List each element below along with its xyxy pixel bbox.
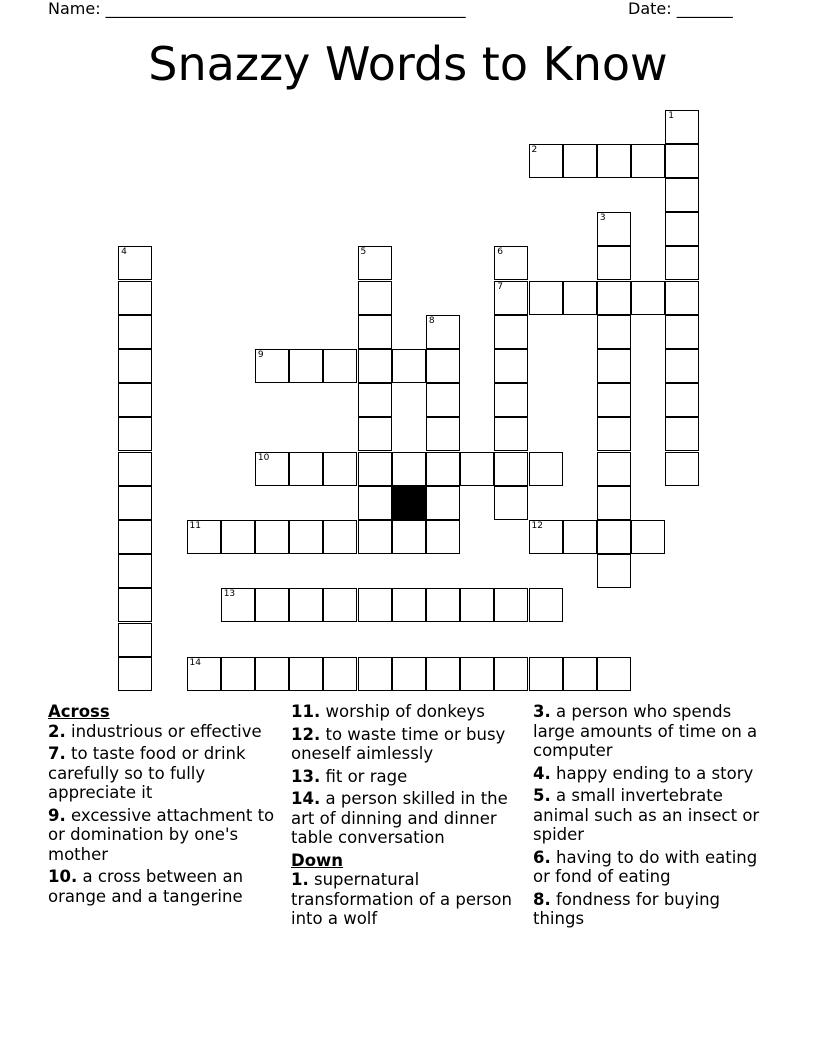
- grid-cell[interactable]: [460, 588, 494, 622]
- down-heading: Down: [291, 850, 344, 870]
- grid-cell-5[interactable]: [358, 246, 392, 280]
- clue-number: 9.: [48, 805, 66, 825]
- grid-cell[interactable]: [597, 315, 631, 349]
- grid-cell[interactable]: [392, 349, 426, 383]
- grid-cell[interactable]: [597, 383, 631, 417]
- down-clue-1: [291, 870, 526, 929]
- grid-cell[interactable]: [358, 486, 392, 520]
- grid-cell[interactable]: [631, 281, 665, 315]
- grid-cell[interactable]: [665, 315, 699, 349]
- grid-cell-9[interactable]: [255, 349, 289, 383]
- clue-number: 13.: [291, 766, 321, 786]
- clue-text: to waste time or busy oneself aimlessly: [291, 724, 506, 763]
- cell-number: 12: [531, 521, 543, 531]
- grid-cell[interactable]: [494, 588, 528, 622]
- across-clue-10: [48, 867, 283, 906]
- grid-cell[interactable]: [494, 486, 528, 520]
- grid-cell[interactable]: [597, 349, 631, 383]
- grid-cell[interactable]: [426, 657, 460, 691]
- clue-text: a small invertebrate animal such as an insect or spider: [533, 786, 760, 844]
- grid-cell[interactable]: [358, 349, 392, 383]
- grid-cell[interactable]: [118, 417, 152, 451]
- clue-number: 14.: [291, 789, 321, 808]
- grid-cell[interactable]: [597, 520, 631, 554]
- grid-cell[interactable]: [494, 383, 528, 417]
- clue-number: 7.: [48, 744, 66, 763]
- grid-cell[interactable]: [358, 383, 392, 417]
- clue-text: supernatural transformation of a person into a wolf: [291, 870, 512, 928]
- cell-number: 5: [360, 247, 367, 258]
- grid-cell[interactable]: [665, 383, 699, 417]
- grid-cell[interactable]: [665, 144, 699, 178]
- grid-cell[interactable]: [529, 452, 563, 486]
- grid-cell[interactable]: [289, 588, 323, 622]
- grid-cell[interactable]: [426, 383, 460, 417]
- clue-number: 6.: [533, 847, 551, 867]
- grid-cell[interactable]: [597, 657, 631, 691]
- date-field-label[interactable]: Date: _______: [628, 0, 733, 18]
- grid-cell[interactable]: [426, 520, 460, 554]
- clue-text: to taste food or drink carefully so to fully appreciate it: [48, 744, 246, 802]
- grid-cell[interactable]: [255, 520, 289, 554]
- grid-cell[interactable]: [460, 657, 494, 691]
- grid-cell-2[interactable]: [529, 144, 563, 178]
- clue-number: 1.: [291, 870, 309, 889]
- clue-number: 12.: [291, 724, 321, 744]
- grid-cell[interactable]: [118, 383, 152, 417]
- clue-number: 3.: [533, 702, 551, 721]
- clue-text: worship of donkeys: [325, 702, 485, 721]
- grid-cell[interactable]: [323, 520, 357, 554]
- cell-number: 9: [257, 350, 264, 360]
- grid-cell[interactable]: [392, 657, 426, 691]
- grid-cell[interactable]: [118, 623, 152, 657]
- grid-cell[interactable]: [665, 246, 699, 280]
- cell-number: 3: [599, 213, 606, 224]
- grid-cell[interactable]: [221, 520, 255, 554]
- clue-number: 2.: [48, 721, 66, 741]
- grid-cell-3[interactable]: [597, 212, 631, 246]
- grid-cell[interactable]: [323, 349, 357, 383]
- grid-cell-8[interactable]: [426, 315, 460, 349]
- grid-cell[interactable]: [358, 417, 392, 451]
- grid-cell[interactable]: [529, 281, 563, 315]
- grid-cell[interactable]: [289, 349, 323, 383]
- grid-cell-6[interactable]: [494, 246, 528, 280]
- grid-cell[interactable]: [358, 588, 392, 622]
- clue-number: 5.: [533, 786, 551, 805]
- grid-cell[interactable]: [426, 588, 460, 622]
- clues-column-1: [48, 702, 283, 909]
- grid-cell[interactable]: [118, 554, 152, 588]
- grid-cell-14[interactable]: [187, 657, 221, 691]
- down-clue-6: [533, 848, 768, 887]
- down-clue-5: [533, 786, 768, 845]
- grid-cell[interactable]: [665, 212, 699, 246]
- grid-cell-1[interactable]: [665, 110, 699, 144]
- grid-cell[interactable]: [323, 657, 357, 691]
- grid-cell[interactable]: [358, 281, 392, 315]
- grid-cell[interactable]: [118, 657, 152, 691]
- grid-cell[interactable]: [358, 452, 392, 486]
- grid-cell[interactable]: [665, 349, 699, 383]
- across-heading: Across: [48, 702, 110, 721]
- clue-number: 8.: [533, 889, 551, 909]
- grid-cell[interactable]: [529, 657, 563, 691]
- cell-number: 13: [223, 589, 236, 600]
- grid-cell[interactable]: [323, 452, 357, 486]
- clue-text: fondness for buying things: [533, 889, 721, 928]
- clue-text: industrious or effective: [71, 721, 262, 741]
- grid-cell[interactable]: [358, 520, 392, 554]
- clue-text: happy ending to a story: [556, 763, 754, 783]
- grid-cell[interactable]: [118, 520, 152, 554]
- clue-text: a cross between an orange and a tangerine: [48, 867, 244, 906]
- clue-number: 10.: [48, 867, 78, 886]
- across-clue-7: [48, 744, 283, 803]
- grid-cell-11[interactable]: [187, 520, 221, 554]
- grid-cell[interactable]: [426, 486, 460, 520]
- clue-number: 11.: [291, 702, 321, 721]
- grid-cell[interactable]: [289, 657, 323, 691]
- grid-cell[interactable]: [563, 281, 597, 315]
- grid-cell[interactable]: [563, 520, 597, 554]
- page-title: Snazzy Words to Know: [148, 37, 668, 91]
- grid-cell[interactable]: [529, 588, 563, 622]
- cell-number: 1: [668, 110, 675, 121]
- grid-cell[interactable]: [597, 281, 631, 315]
- grid-cell[interactable]: [631, 144, 665, 178]
- down-clue-3: [533, 702, 768, 761]
- grid-cell[interactable]: [597, 486, 631, 520]
- grid-cell[interactable]: [118, 349, 152, 383]
- grid-cell[interactable]: [665, 417, 699, 451]
- grid-cell[interactable]: [665, 281, 699, 315]
- grid-cell[interactable]: [358, 315, 392, 349]
- grid-cell[interactable]: [426, 349, 460, 383]
- grid-cell[interactable]: [597, 554, 631, 588]
- cell-number: 10: [257, 452, 270, 463]
- grid-cell[interactable]: [631, 520, 665, 554]
- grid-cell[interactable]: [323, 588, 357, 622]
- across-clue-2: [48, 722, 283, 742]
- name-field-label[interactable]: Name: _____________________________________________: [48, 0, 466, 18]
- grid-cell-4[interactable]: [118, 246, 152, 280]
- grid-cell[interactable]: [563, 657, 597, 691]
- across-clue-14: [291, 789, 526, 848]
- cell-number: 14: [189, 657, 201, 668]
- grid-cell[interactable]: [460, 452, 494, 486]
- grid-cell[interactable]: [289, 520, 323, 554]
- grid-cell[interactable]: [255, 657, 289, 691]
- grid-cell[interactable]: [358, 657, 392, 691]
- cell-number: 8: [428, 315, 435, 326]
- clues-column-3: [533, 702, 768, 932]
- across-clue-9: [48, 806, 283, 865]
- across-clue-11: [291, 702, 526, 722]
- across-clue-12: [291, 725, 526, 764]
- grid-cell[interactable]: [597, 417, 631, 451]
- grid-cell[interactable]: [221, 657, 255, 691]
- grid-cell[interactable]: [118, 588, 152, 622]
- clue-text: a person skilled in the art of dinning and dinner table conversation: [291, 789, 508, 847]
- cell-number: 7: [497, 281, 504, 292]
- grid-cell-12[interactable]: [529, 520, 563, 554]
- grid-cell[interactable]: [494, 417, 528, 451]
- grid-cell[interactable]: [494, 315, 528, 349]
- grid-cell[interactable]: [494, 657, 528, 691]
- grid-cell[interactable]: [118, 452, 152, 486]
- grid-cell[interactable]: [118, 315, 152, 349]
- down-clue-8: [533, 890, 768, 929]
- across-clue-13: [291, 767, 526, 787]
- cell-number: 2: [531, 144, 538, 155]
- grid-cell[interactable]: [289, 452, 323, 486]
- grid-block-cell: [392, 486, 426, 520]
- grid-cell-10[interactable]: [255, 452, 289, 486]
- grid-cell[interactable]: [665, 178, 699, 212]
- grid-cell[interactable]: [392, 452, 426, 486]
- clue-text: excessive attachment to or domination by one's mother: [48, 805, 275, 864]
- grid-cell[interactable]: [597, 246, 631, 280]
- down-clue-4: [533, 764, 768, 784]
- grid-cell[interactable]: [665, 452, 699, 486]
- grid-cell[interactable]: [597, 452, 631, 486]
- cell-number: 6: [497, 247, 504, 258]
- cell-number: 4: [121, 247, 127, 258]
- cell-number: 11: [189, 521, 201, 531]
- grid-cell[interactable]: [392, 520, 426, 554]
- grid-cell[interactable]: [563, 144, 597, 178]
- grid-cell-13[interactable]: [221, 588, 255, 622]
- grid-cell[interactable]: [426, 417, 460, 451]
- grid-cell[interactable]: [118, 486, 152, 520]
- grid-cell[interactable]: [118, 281, 152, 315]
- grid-cell[interactable]: [255, 588, 289, 622]
- clue-text: a person who spends large amounts of time on a computer: [533, 702, 758, 760]
- grid-cell[interactable]: [426, 452, 460, 486]
- clue-text: fit or rage: [325, 766, 408, 786]
- grid-cell[interactable]: [494, 452, 528, 486]
- clue-number: 4.: [533, 763, 551, 783]
- grid-cell[interactable]: [494, 349, 528, 383]
- grid-cell[interactable]: [392, 588, 426, 622]
- clue-text: having to do with eating or fond of eating: [533, 847, 758, 886]
- clues-column-2: [291, 702, 526, 932]
- grid-cell-7[interactable]: [494, 281, 528, 315]
- grid-cell[interactable]: [597, 144, 631, 178]
